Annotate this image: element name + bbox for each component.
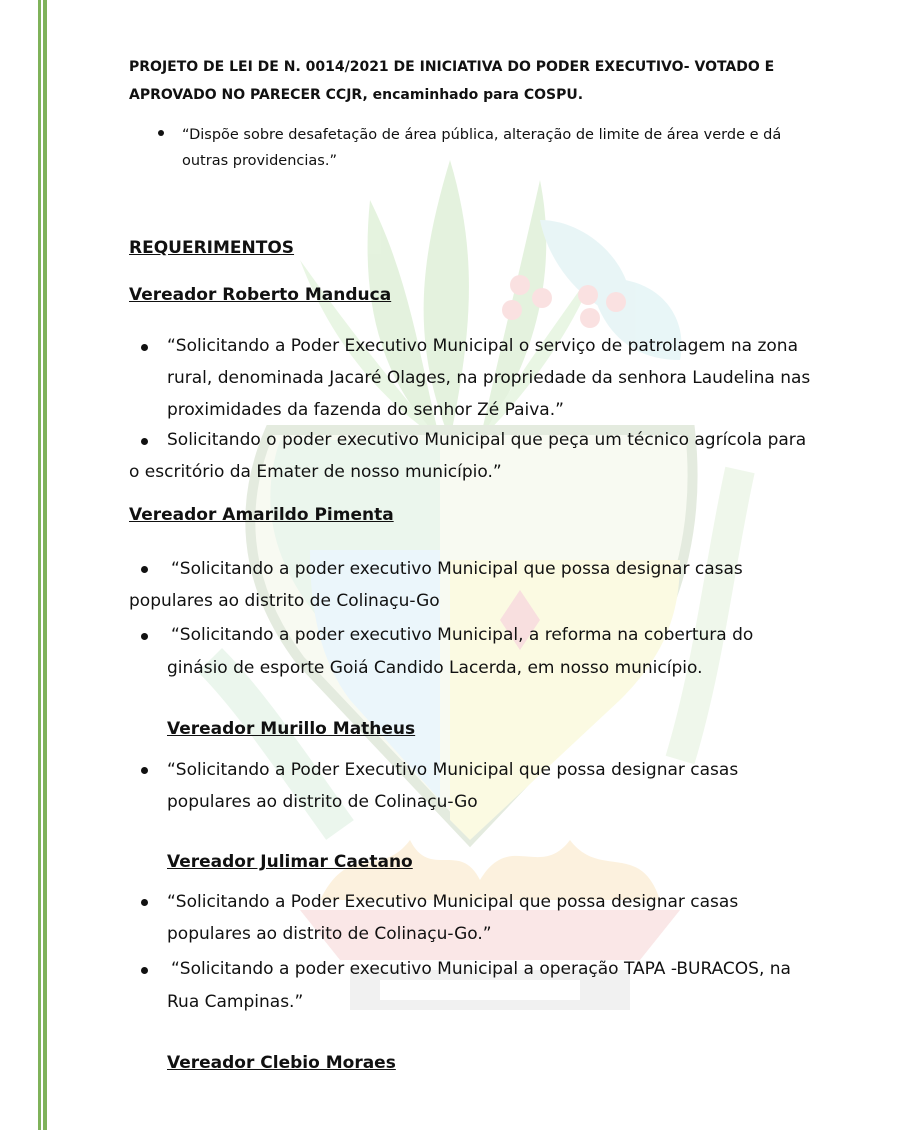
bullet — [141, 438, 148, 445]
law-description-line-1: “Dispõe sobre desafetação de área pública, alteração de limite de área verde e dá — [182, 127, 782, 143]
bill-title-line-1: PROJETO DE LEI DE N. 0014/2021 DE INICIATIVA DO PODER EXECUTIVO- VOTADO E — [129, 59, 775, 75]
request-line: rural, denominada Jacaré Olages, na propriedade da senhora Laudelina nas — [167, 368, 811, 388]
request-line: populares ao distrito de Colinaçu-Go — [129, 591, 440, 611]
bullet — [141, 767, 148, 774]
section-title: REQUERIMENTOS — [129, 238, 295, 258]
request-line: Solicitando o poder executivo Municipal que peça um técnico agrícola para — [167, 430, 807, 450]
councilor-name: Vereador Roberto Manduca — [129, 285, 392, 305]
request-line: “Solicitando a poder executivo Municipal a operação TAPA -BURACOS, na — [171, 959, 791, 979]
bullet — [141, 899, 148, 906]
bullet — [141, 566, 148, 573]
request-line: “Solicitando a Poder Executivo Municipal o serviço de patrolagem na zona — [167, 336, 798, 356]
request-line: “Solicitando a Poder Executivo Municipal que possa designar casas — [167, 892, 739, 912]
councilor-name: Vereador Clebio Moraes — [167, 1053, 396, 1073]
law-description-line-2: outras providencias.” — [182, 153, 337, 169]
request-line: ginásio de esporte Goiá Candido Lacerda, em nosso município. — [167, 658, 703, 678]
bullet — [141, 633, 148, 640]
bullet — [141, 967, 148, 974]
bullet — [141, 344, 148, 351]
request-line: populares ao distrito de Colinaçu-Go.” — [167, 924, 492, 944]
request-line: proximidades da fazenda do senhor Zé Paiva.” — [167, 400, 564, 420]
request-line: o escritório da Emater de nosso município.” — [129, 462, 502, 482]
bullet — [158, 130, 164, 136]
councilor-name: Vereador Amarildo Pimenta — [129, 505, 394, 525]
request-line: populares ao distrito de Colinaçu-Go — [167, 792, 478, 812]
request-line: “Solicitando a poder executivo Municipal que possa designar casas — [171, 559, 743, 579]
councilor-name: Vereador Julimar Caetano — [167, 852, 413, 872]
councilor-name: Vereador Murillo Matheus — [167, 719, 416, 739]
request-line: Rua Campinas.” — [167, 992, 304, 1012]
request-line: “Solicitando a Poder Executivo Municipal que possa designar casas — [167, 760, 739, 780]
bill-title-line-2: APROVADO NO PARECER CCJR, encaminhado para COSPU. — [129, 87, 584, 103]
request-line: “Solicitando a poder executivo Municipal, a reforma na cobertura do — [171, 625, 754, 645]
